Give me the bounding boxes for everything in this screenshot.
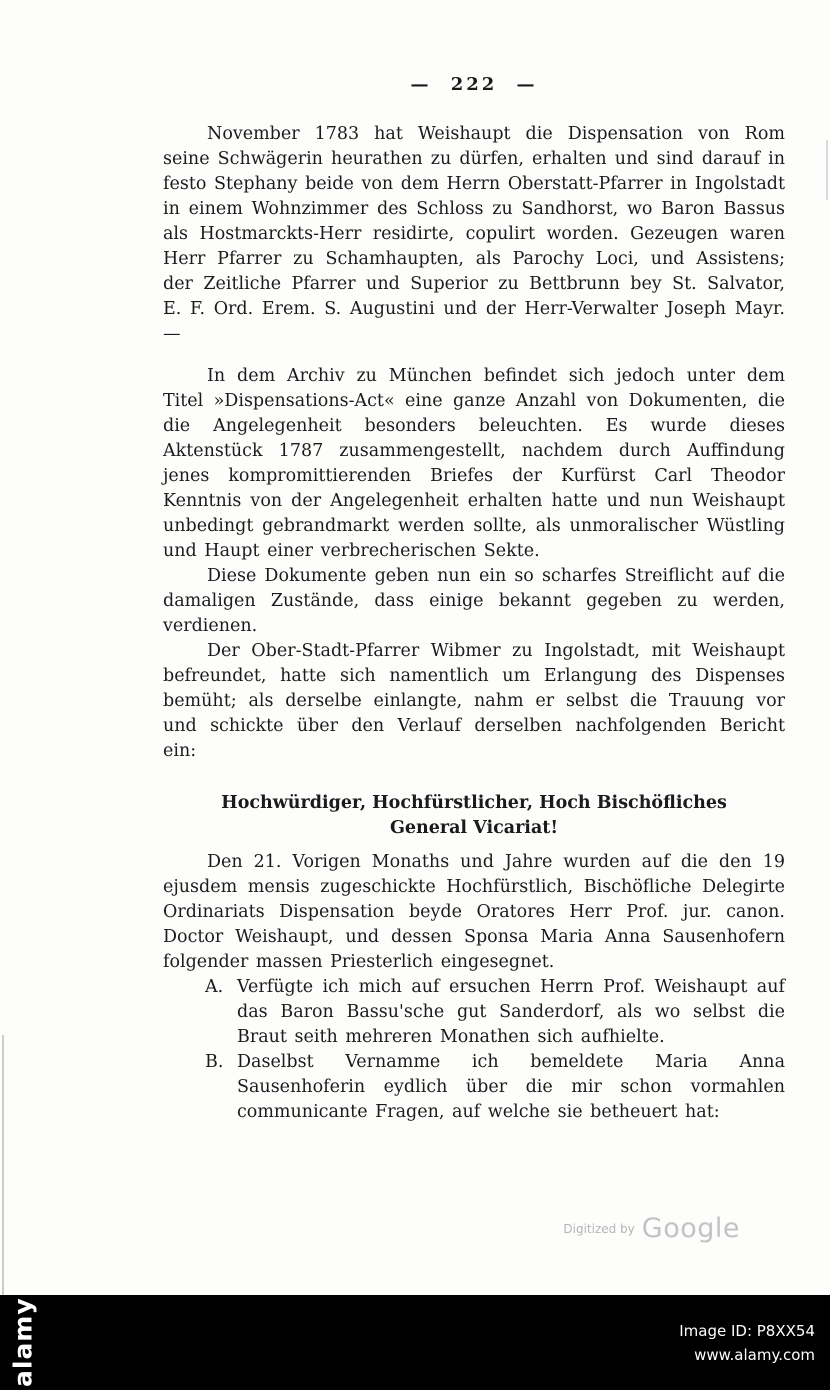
letter-heading-line-1: Hochwürdiger, Hochfürstlicher, Hoch Bischöfliches	[221, 793, 727, 813]
list-item-b-text: Daselbst Vernamme ich bemeldete Maria Anna Sausenhoferin eydlich über die mir schon vormahlen communicante Fragen, auf welche sie betheuert hat:	[237, 1052, 785, 1122]
google-logo: Google	[641, 1213, 740, 1244]
lettered-list	[205, 975, 785, 1125]
alamy-logo: alamy	[8, 1297, 38, 1388]
letter-heading-line-2: General Vicariat!	[389, 818, 559, 838]
alamy-watermark-bar	[0, 1295, 830, 1390]
paragraph-3: Diese Dokumente geben nun ein so scharfes Streiflicht auf die damaligen Zustände, dass einige bekannt gegeben zu werden, verdienen.	[163, 566, 785, 636]
list-item-a-marker: A.	[205, 977, 224, 997]
google-digitized-watermark	[563, 1213, 740, 1244]
image-id-text: Image ID: P8XX54	[679, 1321, 815, 1340]
alamy-bar-info	[679, 1319, 815, 1367]
list-item-b	[205, 1050, 785, 1125]
page-number: — 222 —	[410, 74, 538, 95]
paragraph-1: November 1783 hat Weishaupt die Dispensation von Rom seine Schwägerin heurathen zu dürfen, erhalten und sind darauf in festo Stephany beide von dem Herrn Oberstatt-Pfarrer in Ingolstadt in einem Wohnzimmer des Schloss zu Sandhorst, wo Baron Bassus als Hostmarckts-Herr residirte, copulirt worden. Gezeugen waren Herr Pfarrer zu Schamhaupten, als Parochy Loci, und Assistens; der Zeitliche Pfarrer und Superior zu Bettbrunn bey St. Salvator, E. F. Ord. Erem. S. Augustini und der Herr-Verwalter Joseph Mayr. —	[163, 124, 785, 344]
scan-artifact-left-line	[2, 1035, 4, 1295]
paragraph-2: In dem Archiv zu München befindet sich jedoch unter dem Titel »Dispensations-Act« eine ganze Anzahl von Dokumenten, die die Angelegenheit besonders beleuchten. Es wurde dieses Aktenstück 1787 zusammengestellt, nachdem durch Auffindung jenes kompromittierenden Briefes der Kurfürst Carl Theodor Kenntnis von der Angelegenheit erhalten hatte und nun Weishaupt unbedingt gebrandmarkt werden sollte, als unmoralischer Wüstling und Haupt einer verbrecherischen Sekte.	[163, 366, 785, 561]
scan-artifact-right-line	[826, 140, 828, 200]
list-item-b-marker: B.	[205, 1052, 224, 1072]
list-item-a-text: Verfügte ich mich auf ersuchen Herrn Prof. Weishaupt auf das Baron Bassu'sche gut Sanderdorf, als wo selbst die Braut seith mehreren Monathen sich aufhielte.	[237, 977, 785, 1047]
alamy-url-text: www.alamy.com	[694, 1345, 815, 1364]
paragraph-5: Den 21. Vorigen Monaths und Jahre wurden auf die den 19 ejusdem mensis zugeschickte Hochfürstlich, Bischöfliche Delegirte Ordinariats Dispensation beyde Oratores Herr Prof. jur. canon. Doctor Weishaupt, und dessen Sponsa Maria Anna Sausenhofern folgender massen Priesterlich eingesegnet.	[163, 852, 785, 972]
list-item-a	[205, 975, 785, 1050]
paragraph-4: Der Ober-Stadt-Pfarrer Wibmer zu Ingolstadt, mit Weishaupt befreundet, hatte sich namentlich um Erlangung des Dispenses bemüht; als derselbe einlangte, nahm er selbst die Trauung vor und schickte über den Verlauf derselben nachfolgenden Bericht ein:	[163, 641, 785, 761]
letter-heading	[163, 791, 785, 841]
digitized-by-label: Digitized by	[563, 1221, 635, 1236]
